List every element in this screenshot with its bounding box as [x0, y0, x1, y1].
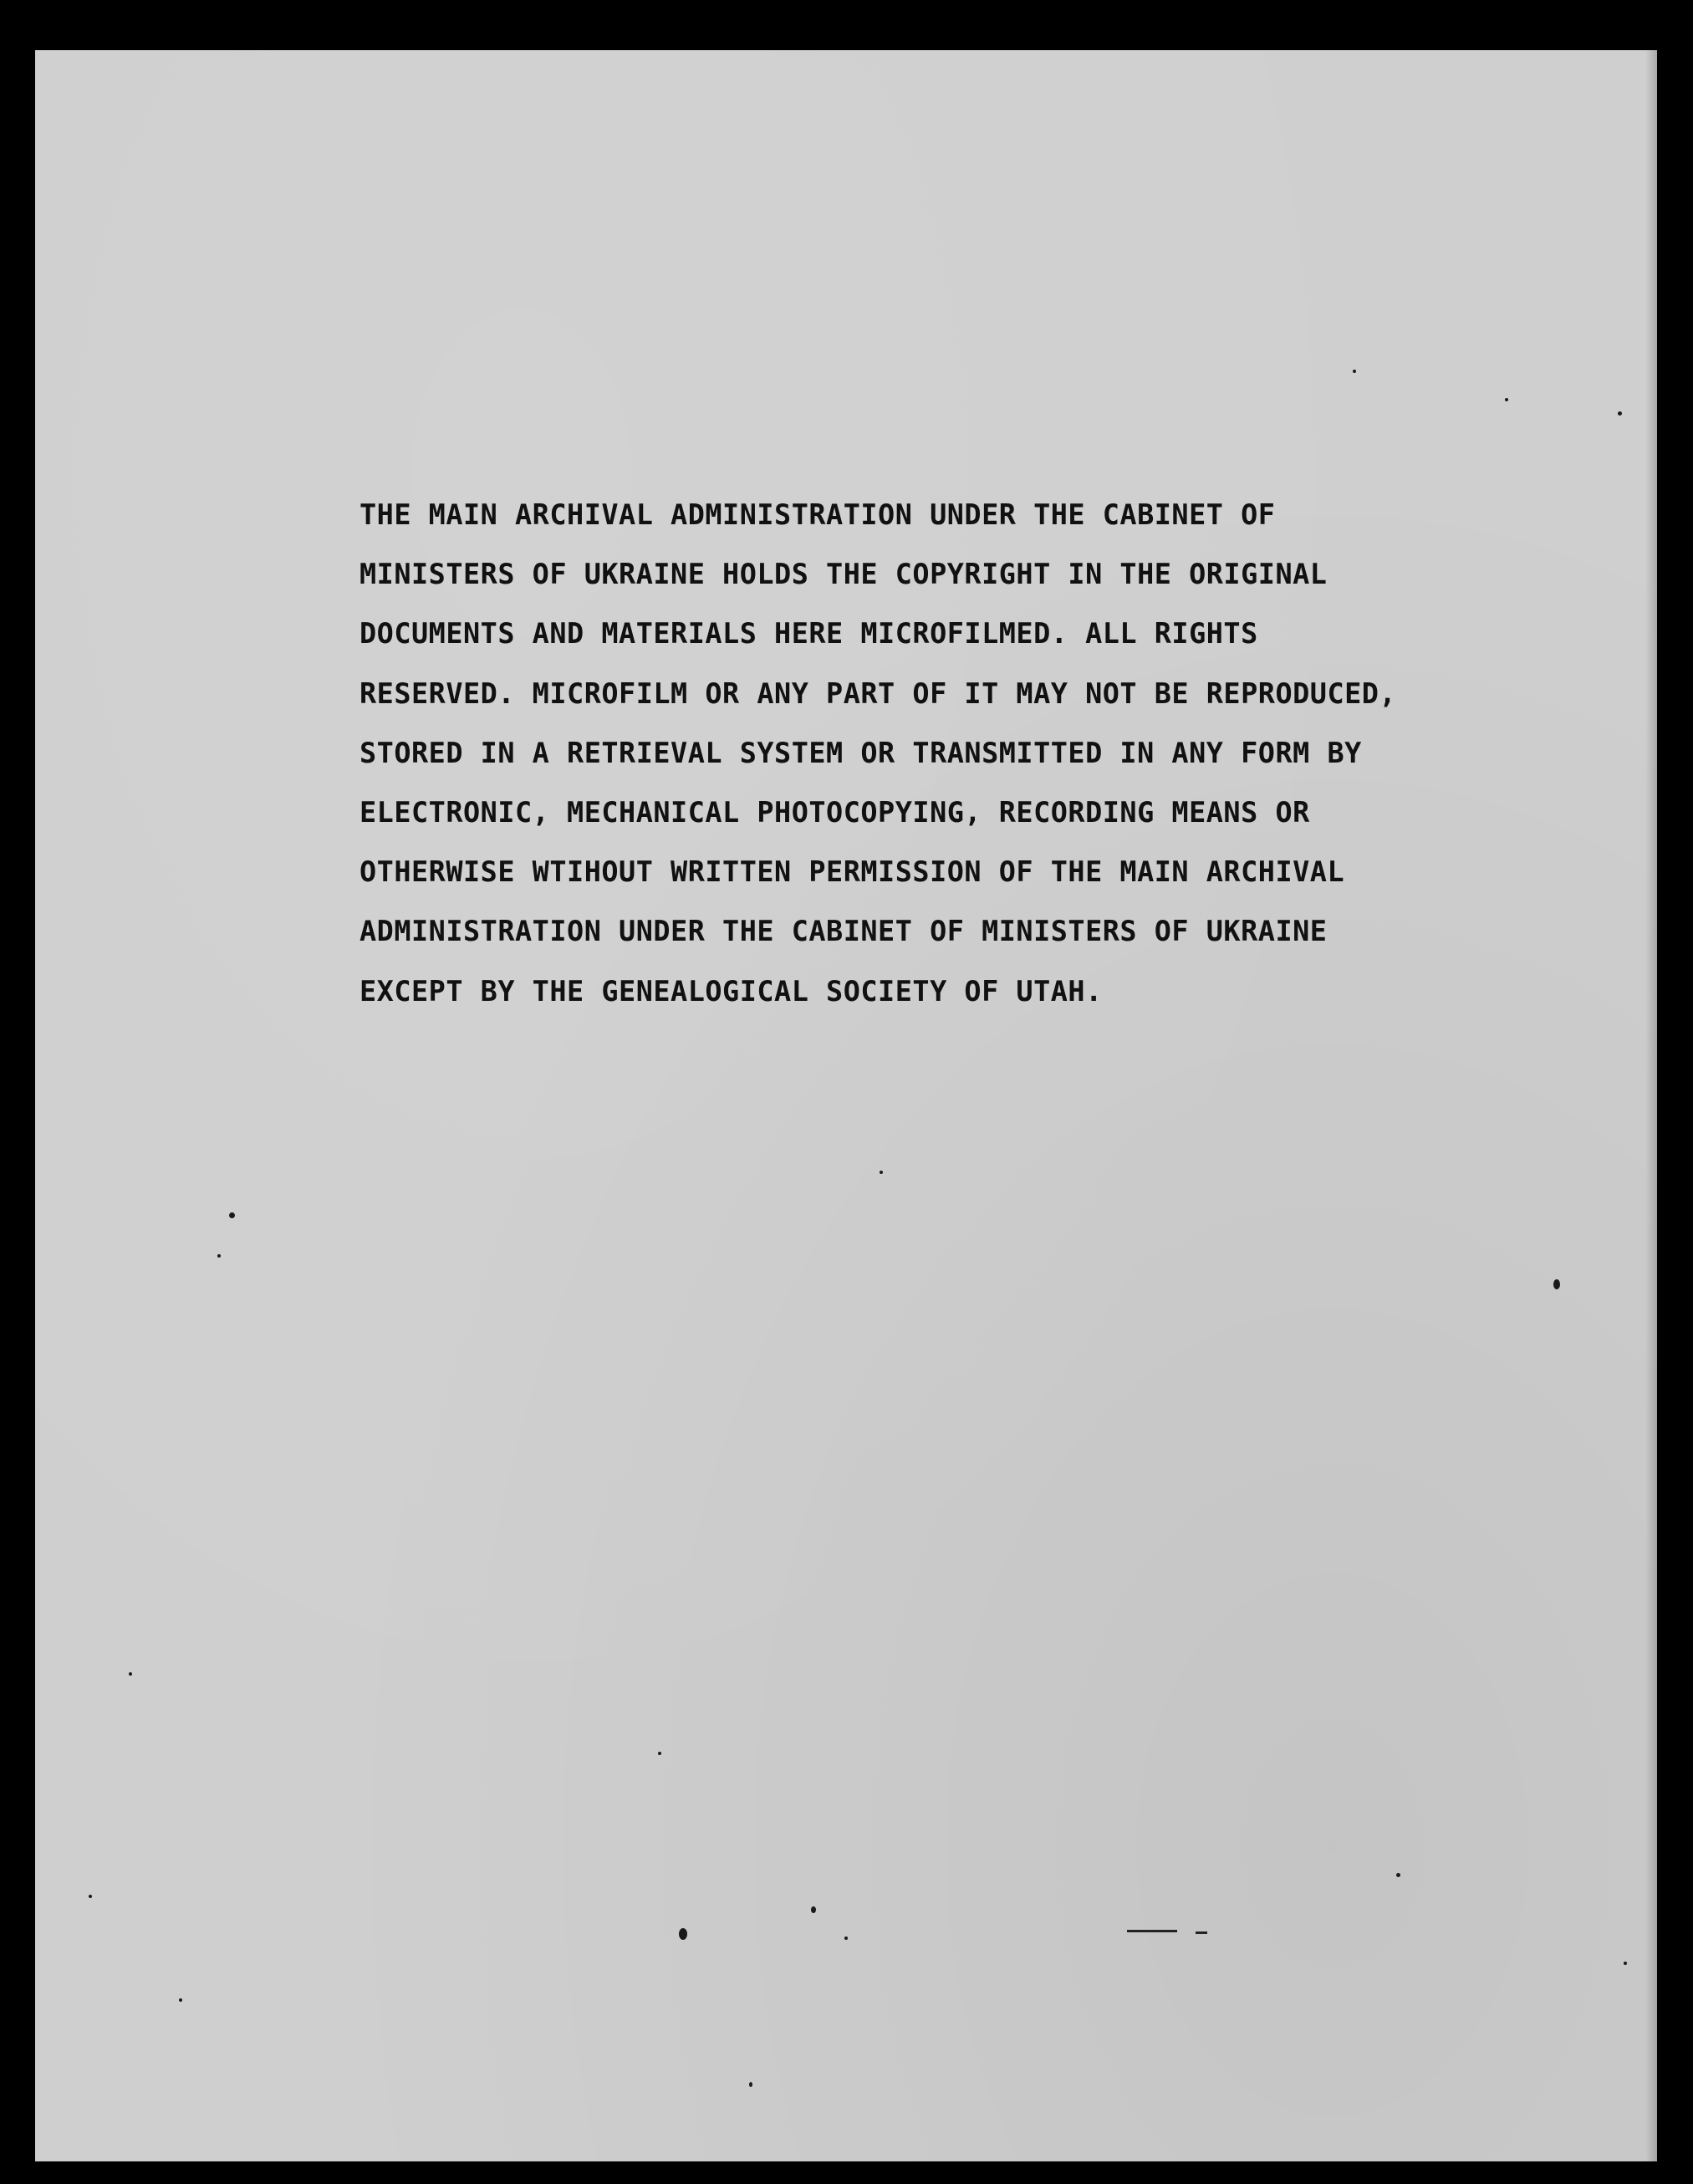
dust-speck: [1396, 1873, 1400, 1877]
dust-speck: [679, 1928, 687, 1940]
dust-speck: [229, 1212, 235, 1218]
dust-speck: [179, 1998, 182, 2002]
scan-mark: [1127, 1930, 1177, 1932]
dust-speck: [844, 1937, 848, 1940]
notice-line: RESERVED. MICROFILM OR ANY PART OF IT MAY NOT BE REPRODUCED,: [360, 676, 1397, 710]
document-page: [35, 50, 1657, 2161]
notice-line: STORED IN A RETRIEVAL SYSTEM OR TRANSMITTED IN ANY FORM BY: [360, 736, 1362, 769]
dust-speck: [1353, 370, 1356, 373]
dust-speck: [89, 1895, 92, 1898]
notice-line: OTHERWISE WTIHOUT WRITTEN PERMISSION OF THE MAIN ARCHIVAL: [360, 855, 1345, 889]
dust-speck: [749, 2082, 752, 2087]
dust-speck: [217, 1254, 221, 1258]
copyright-notice: [360, 485, 1614, 1021]
notice-line: ADMINISTRATION UNDER THE CABINET OF MINISTERS OF UKRAINE: [360, 915, 1328, 948]
notice-line: EXCEPT BY THE GENEALOGICAL SOCIETY OF UTAH.: [360, 974, 1103, 1008]
page-edge-shadow: [1645, 50, 1657, 2161]
dust-speck: [129, 1672, 132, 1676]
dust-speck: [880, 1171, 883, 1174]
dust-speck: [658, 1752, 661, 1755]
dust-speck: [1553, 1279, 1560, 1289]
notice-line: MINISTERS OF UKRAINE HOLDS THE COPYRIGHT IN THE ORIGINAL: [360, 558, 1328, 591]
scan-mark: [1196, 1931, 1207, 1934]
notice-line: ELECTRONIC, MECHANICAL PHOTOCOPYING, RECORDING MEANS OR: [360, 796, 1310, 829]
dust-speck: [811, 1906, 816, 1913]
dust-speck: [1505, 398, 1508, 401]
dust-speck: [1618, 411, 1622, 416]
dust-speck: [1624, 1962, 1627, 1965]
notice-line: THE MAIN ARCHIVAL ADMINISTRATION UNDER THE CABINET OF: [360, 498, 1276, 531]
notice-line: DOCUMENTS AND MATERIALS HERE MICROFILMED. ALL RIGHTS: [360, 617, 1258, 651]
